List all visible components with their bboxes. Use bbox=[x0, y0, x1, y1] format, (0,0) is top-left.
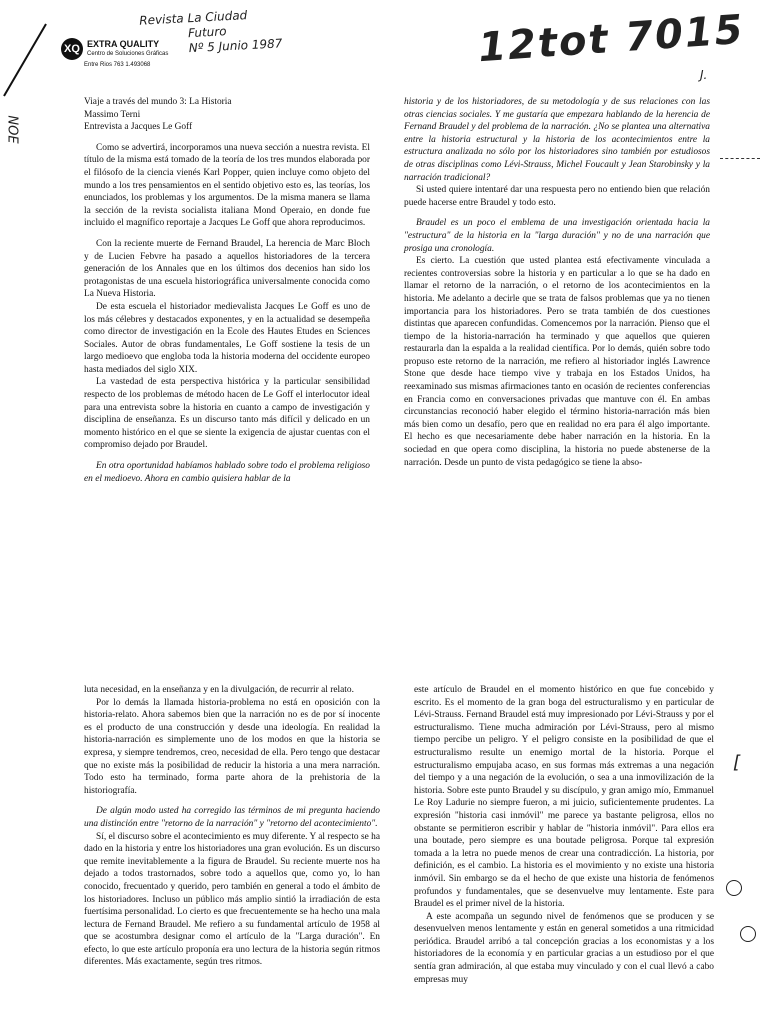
paragraph: Por lo demás la llamada historia-problema no está en oposición con la historia-relato. Ahora sabemos bien que la narración no es de por sí inocente es el producto de una construcción y desde una ideología. En realidad la historia-narración es simplemente uno de los modos en que la historia se expresa, y siempre tendremos, creo, necesidad de ella. Pero tengo que destacar que no existe más la posibilidad de reducir la historia a una mera narración. Todo esto ha terminado, forma parte ahora de la prehistoria de la historiografía. bbox=[84, 697, 380, 796]
logo-subtitle: Centro de Soluciones Gráficas bbox=[87, 51, 169, 57]
paragraph: luta necesidad, en la enseñanza y en la divulgación, de recurrir al relato. bbox=[84, 685, 354, 695]
handwritten-corner-mark: J. bbox=[700, 68, 708, 82]
margin-dash-mark bbox=[720, 158, 760, 160]
handwritten-line: Futuro bbox=[187, 24, 227, 41]
logo-mark: XQ bbox=[61, 38, 83, 60]
article-author: Massimo Terni bbox=[84, 109, 141, 120]
margin-circle-mark bbox=[726, 880, 742, 896]
paragraph: Sí, el discurso sobre el acontecimiento es muy diferente. Y al respecto se ha dado en la historia y entre los historiadores una gran evolución. Es un discurso que remite inevitablemente a la figura de Braudel. Su reciente muerte nos ha dejado a todos trastornados, sobre todo a aquellos que, como yo, lo han conocido, frecuentado y querido, pero también en general a todo el ámbito de los historiadores. Incluso un público más amplio sintió la irradiación de esta fuertísima personalidad. Lo cierto es que frecuentemente se ha hecho una mala lectura de Fernand Braudel. Me refiero a su fundamental artículo de 1958 al que se acostumbra designar como el artículo de la "Larga duración". En efecto, lo que este artículo proponía era uno lectura de la historia según ritmos diferentes. Más exactamente, según tres ritmos. bbox=[84, 831, 380, 968]
pen-stroke-mark bbox=[0, 0, 60, 110]
article-subtitle: Entrevista a Jacques Le Goff bbox=[84, 122, 193, 133]
logo-address: Entre Rios 763 1.493068 bbox=[84, 62, 151, 68]
paragraph: Con la reciente muerte de Fernand Braudel, La herencia de Marc Bloch y de Lucien Febvre ha pasado a aquellos historiadores de la tercera generación de los Annales que en los últimos dos decenios han sido los protagonistas de una escuela historiográfica universalmente conocida como La Nueva Historia. bbox=[84, 238, 370, 300]
page1-left-column bbox=[84, 96, 370, 485]
paragraph: Es cierto. La cuestión que usted plantea está efectivamente vinculada a recientes controversias sobre la historia y en particular a lo que se ha dado en llamar el retorno de la narración, o el retorno de los acontecimientos en la historia. Me adelanto a decirle que se trata de falsos problemas que ya no tienen importancia para los historiadores. Pero se trata también de dos cuestiones distintas que aparecen confundidas. Comencemos por la narración. Pienso que el tiempo de la historia-narración ha terminado y que aquellos que quieren restaurarla dan la espalda a la realidad científica. Por lo demás, quién sobre todo propuso este retorno de la narración, me refiero al historiador inglés Lawrence Stone que desde hace tiempo vive y trabaja en los Estados Unidos, ha reexaminado sus mismas afirmaciones tanto en ocasión de recientes conferencias en Francia como en conversaciones privadas que mantuve con él. En ambas circunstancias reconoció haber elegido el término historia-narración más bien más bien como un desafío, pero que en realidad no era para él algo importante. El hecho es que necesariamente debe haber narración en la historia. En la sociedad en que opera como disciplina, la historia no puede abstenerse de la narración. Desde un punto de vista pedagógico se tiene la abso- bbox=[404, 256, 710, 468]
question-paragraph: Braudel es un poco el emblema de una investigación orientada hacia la "estructura" de la historia en la "larga duración" y no de una narración que prosiga una cronología. bbox=[404, 218, 710, 254]
handwritten-line: Nº 5 Junio 1987 bbox=[188, 36, 283, 56]
margin-circle-mark bbox=[740, 926, 756, 942]
question-paragraph: En otra oportunidad habíamos hablado sobre todo el problema religioso en el medioevo. Ahora en cambio quisiera hablar de la bbox=[84, 461, 370, 484]
paragraph: La vastedad de esta perspectiva histórica y la particular sensibilidad respecto de los problemas de método hacen de Le Goff el interlocutor ideal para una entrevista sobre la historia en cuanto a campo de investigación y disciplina de enseñanza. Es un discurso tanto más difícil y delicado en un momento histórico en el que se siente la exigencia de ajustar cuentas con el compromiso dejado por Braudel. bbox=[84, 377, 370, 451]
paragraph: Si usted quiere intentaré dar una respuesta pero no entiendo bien que relación puede hacerse entre Braudel y todo esto. bbox=[404, 185, 710, 208]
paragraph: este artículo de Braudel en el momento histórico en que fue concebido y escrito. Es el momento de la gran boga del estructuralismo y en particular de Lévi-Strauss. Fernand Braudel está muy impresionado por Lévi-Strauss y por el estructuralismo. Tiene mucha admiración por Lévi-Strauss, pero al mismo tiempo percibe un peligro. Y el peligro consiste en la posibilidad de que el estructuralismo resulte un enemigo mortal de la historia. Porque el estructuralismo empujaba acaso, en sus formas más extremas a una negación del tiempo y a una negación de la evolución, o sea a una inmovilización de la historia. Sobre este punto Braudel y su discípulo, y gran amigo mío, Emmanuel Le Roy Ladurie no siempre fueron, a mi juicio, suficientemente prudentes. La expresión "historia casi inmóvil" me parece ya bastante peligrosa, ellos no obstante se permitieron escribir y hablar de "historia inmóvil". Para ellos era una boutade, pero siempre es una boutade peligrosa. Porque tal expresión tomada a la letra no puede menos de crear una contradicción. La historia, por definición, es el cambio. La historia es el movimiento y no existe una historia inmóvil. Sin embargo se da el hecho de que existe una historia de fenómenos profundos y fundamentales, que se desenvuelve muy lentamente. Este para Braudel es el primer nivel de la historia. bbox=[414, 685, 714, 910]
page1-right-column bbox=[404, 96, 710, 469]
page2-right-column bbox=[414, 684, 714, 986]
paragraph: A este acompaña un segundo nivel de fenómenos que se producen y se desenvuelven menos lentamente y están en general sometidos a una ritmicidad periódica. Braudel arribó a tal concepción gracias a los economistas y a los historiadores de la economía y en particular gracias a un estudioso por el que sentía gran admiración, al que estaba muy vinculado y con el cual llevó a cabo empresas muy bbox=[414, 911, 714, 985]
paragraph: De esta escuela el historiador medievalista Jacques Le Goff es uno de los más célebres y destacados exponentes, y en la actualidad se desempeña como director de investigación en la Ecole des Hautes Etudes en Sciences Sociales. Autor de obras fundamentales, Le Goff sostiene la tesis de un largo medioevo que engloba toda la historia moderna del occidente europeo hasta mediados del siglo XIX. bbox=[84, 301, 370, 375]
question-paragraph: historia y de los historiadores, de su metodología y de sus relaciones con las otras ciencias sociales. Y me gustaría que empezara hablando de la herencia de Fernand Braudel y del problema de la narración. ¿No se plantea una alternativa entre la historia estructural y la historia de los acontecimientos entre la estructura analizada no sólo por los historiadores sino también por estudiosos de otras disciplinas como Lévi-Strauss, Michel Foucault y Jean Starobinsky y la narración tradicional? bbox=[404, 97, 710, 183]
handwritten-side-mark: NOE bbox=[4, 115, 20, 144]
handwritten-line: Revista La Ciudad bbox=[138, 8, 248, 28]
question-paragraph: De algún modo usted ha corregido las términos de mi pregunta haciendo una distinción entre "retorno de la narración" y "retorno del acontecimiento". bbox=[84, 806, 380, 829]
logo-title: EXTRA QUALITY bbox=[87, 39, 160, 49]
article-heading bbox=[84, 96, 370, 134]
handwritten-code: 12tot 7015 bbox=[476, 6, 746, 72]
article-title: Viaje a través del mundo 3: La Historia bbox=[84, 97, 232, 107]
paragraph: Como se advertirá, incorporamos una nueva sección a nuestra revista. El título de la misma está tomado de la teoría de los tres mundos elaborada por el filósofo de la ciencia vienés Karl Popper, quien incluye como objeto del mundo a los tres pensamientos en el sentido objetivo esto es, las teorías, los enunciados, los problemas y los argumentos. De la misma manera se llama la sección de la revista socialista italiana Mond Operaio, en donde fue incluido el magnífico reportaje a Jacques Le Goff que ahora reproducimos. bbox=[84, 142, 370, 229]
margin-bracket-mark: [ bbox=[733, 752, 741, 773]
page2-left-column bbox=[84, 684, 380, 969]
